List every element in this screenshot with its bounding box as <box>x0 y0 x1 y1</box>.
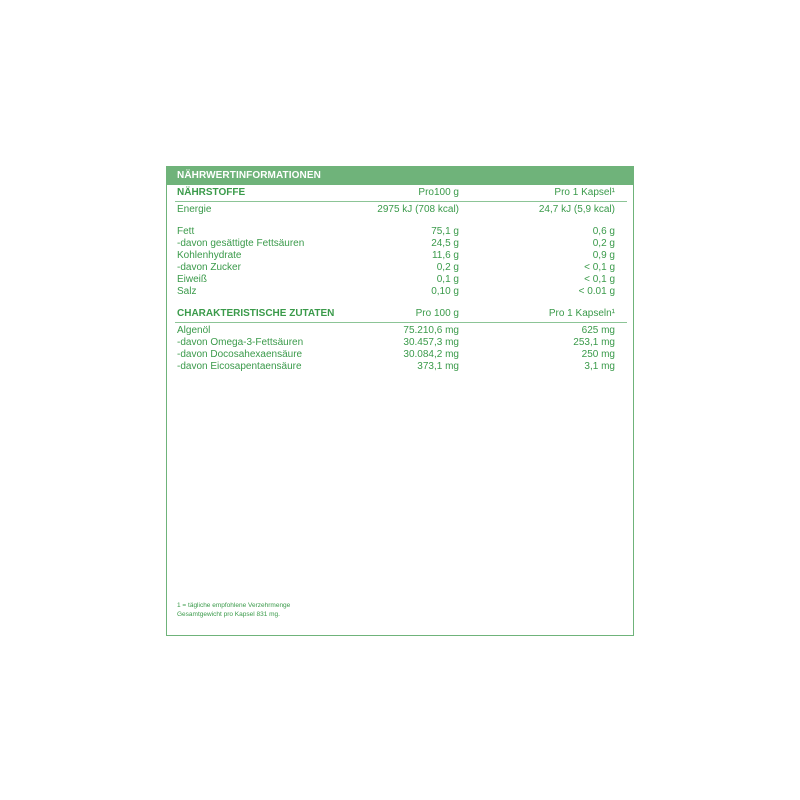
row-value-100g: 75,1 g <box>431 226 459 237</box>
footnote-weight: Gesamtgewicht pro Kapsel 831 mg. <box>177 611 280 618</box>
nutrients-header-col1: Pro100 g <box>418 187 459 198</box>
row-value-capsule: 250 mg <box>581 349 615 360</box>
row-value-capsule: 0,2 g <box>592 238 615 249</box>
row-value-100g: 75.210,6 mg <box>403 325 459 336</box>
row-value-100g: 24,5 g <box>431 238 459 249</box>
row-label: Kohlenhydrate <box>177 250 242 261</box>
row-label: -davon Omega-3-Fettsäuren <box>177 337 304 348</box>
nutrients-header-col2: Pro 1 Kapsel¹ <box>554 187 615 198</box>
panel-title: NÄHRWERTINFORMATIONEN <box>167 167 633 185</box>
table-row <box>175 349 627 361</box>
row-value-capsule: < 0.01 g <box>578 286 615 297</box>
row-value-capsule: < 0,1 g <box>584 262 615 273</box>
row-value-capsule: < 0,1 g <box>584 274 615 285</box>
table-row <box>175 361 627 373</box>
nutrients-header <box>175 185 627 202</box>
ingredients-header <box>175 306 627 323</box>
table-row <box>175 286 627 298</box>
ingredients-header-col2: Pro 1 Kapseln¹ <box>548 308 615 319</box>
row-label: Salz <box>177 286 197 297</box>
nutrients-header-label: NÄHRSTOFFE <box>177 187 246 198</box>
row-label: -davon Docosahexaensäure <box>177 349 303 360</box>
row-value-100g: 373,1 mg <box>417 361 459 372</box>
ingredients-header-col1: Pro 100 g <box>415 308 459 319</box>
table-row <box>175 238 627 250</box>
row-value-100g: 0,2 g <box>436 262 459 273</box>
ingredients-header-label: CHARAKTERISTISCHE ZUTATEN <box>177 308 335 319</box>
row-value-capsule: 253,1 mg <box>573 337 615 348</box>
row-value-100g: 0,10 g <box>431 286 459 297</box>
row-value-capsule: 0,9 g <box>592 250 615 261</box>
ingredients-section <box>167 306 633 373</box>
row-label: -davon Eicosapentaensäure <box>177 361 302 372</box>
nutrition-panel <box>166 166 634 636</box>
row-value-100g: 11,6 g <box>431 250 459 261</box>
row-label: Energie <box>177 204 212 215</box>
row-value-100g: 2975 kJ (708 kcal) <box>377 204 459 215</box>
table-row <box>175 204 627 216</box>
row-value-capsule: 625 mg <box>581 325 615 336</box>
row-label: -davon gesättigte Fettsäuren <box>177 238 305 249</box>
table-row <box>175 337 627 349</box>
row-label: Algenöl <box>177 325 211 336</box>
row-value-capsule: 3,1 mg <box>584 361 615 372</box>
row-label: -davon Zucker <box>177 262 241 273</box>
table-row <box>175 274 627 286</box>
row-value-100g: 0,1 g <box>436 274 459 285</box>
row-value-capsule: 0,6 g <box>592 226 615 237</box>
row-label: Fett <box>177 226 195 237</box>
table-row <box>175 262 627 274</box>
row-value-100g: 30.457,3 mg <box>403 337 459 348</box>
row-value-capsule: 24,7 kJ (5,9 kcal) <box>538 204 615 215</box>
nutrients-section <box>167 185 633 298</box>
table-row <box>175 325 627 337</box>
footnote-serving: 1 = tägliche empfohlene Verzehrmenge <box>177 602 291 609</box>
row-label: Eiweiß <box>177 274 208 285</box>
footnotes <box>177 601 290 619</box>
table-row <box>175 250 627 262</box>
row-value-100g: 30.084,2 mg <box>403 349 459 360</box>
table-row <box>175 226 627 238</box>
